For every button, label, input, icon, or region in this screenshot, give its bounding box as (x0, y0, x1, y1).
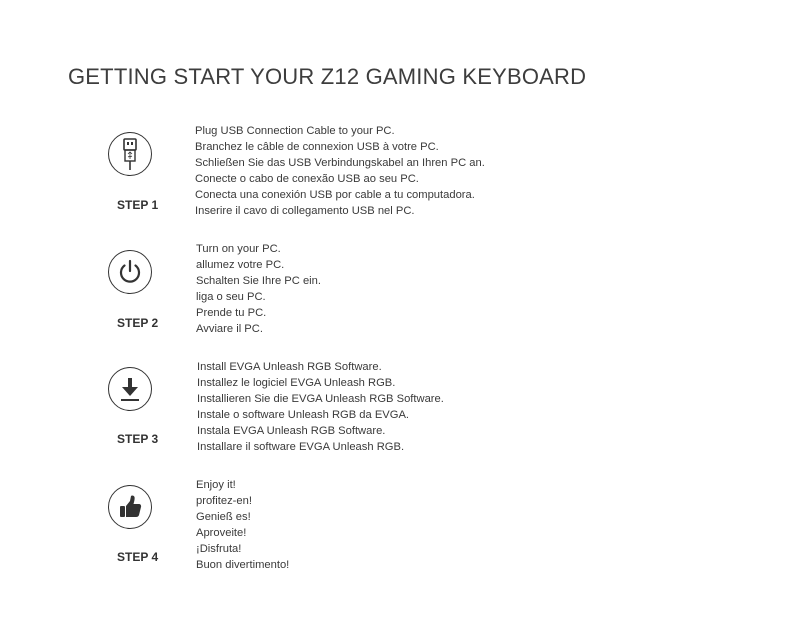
instruction-line: Prende tu PC. (196, 307, 267, 319)
instruction-line: Genieß es! (196, 511, 251, 523)
step-label: STEP 3 (117, 432, 159, 446)
step-2 (0, 240, 794, 350)
instruction-line: Conecta una conexión USB por cable a tu computadora. (195, 189, 475, 201)
instruction-line: Branchez le câble de connexion USB à votre PC. (195, 141, 439, 153)
instruction-line: Install EVGA Unleash RGB Software. (197, 361, 382, 373)
instruction-line: Turn on your PC. (196, 243, 281, 255)
step-1 (0, 122, 794, 232)
usb-cable-icon (108, 132, 152, 176)
instruction-line: Schließen Sie das USB Verbindungskabel an Ihren PC an. (195, 157, 485, 169)
step-label: STEP 1 (117, 198, 159, 212)
power-icon (108, 250, 152, 294)
instruction-line: Installez le logiciel EVGA Unleash RGB. (197, 377, 396, 389)
step-instructions (196, 241, 321, 337)
instruction-line: profitez-en! (196, 495, 252, 507)
step-label: STEP 2 (117, 316, 159, 330)
instruction-line: Instale o software Unleash RGB da EVGA. (197, 409, 410, 421)
step-4 (0, 476, 794, 586)
instruction-line: ¡Disfruta! (196, 543, 242, 555)
thumbs-up-icon (108, 485, 152, 529)
step-instructions (196, 477, 289, 573)
instruction-line: Conecte o cabo de conexão USB ao seu PC. (195, 173, 419, 185)
instruction-line: allumez votre PC. (196, 259, 285, 271)
instruction-line: Plug USB Connection Cable to your PC. (195, 125, 395, 137)
step-label: STEP 4 (117, 550, 159, 564)
step-3 (0, 358, 794, 468)
instruction-line: Installare il software EVGA Unleash RGB. (197, 441, 405, 453)
instruction-line: Aproveite! (196, 527, 247, 539)
instruction-line: Instala EVGA Unleash RGB Software. (197, 425, 386, 437)
instruction-line: Buon divertimento! (196, 559, 290, 571)
step-instructions (195, 123, 485, 219)
instruction-line: Enjoy it! (196, 479, 236, 491)
page-title: GETTING START YOUR Z12 GAMING KEYBOARD (68, 64, 587, 89)
instruction-line: Installieren Sie die EVGA Unleash RGB Software. (197, 393, 444, 405)
instruction-line: Schalten Sie Ihre PC ein. (196, 275, 321, 287)
step-instructions (197, 359, 444, 455)
instruction-line: Inserire il cavo di collegamento USB nel PC. (195, 205, 415, 217)
download-icon (108, 367, 152, 411)
instruction-line: Avviare il PC. (196, 323, 263, 335)
instruction-line: liga o seu PC. (196, 291, 266, 303)
